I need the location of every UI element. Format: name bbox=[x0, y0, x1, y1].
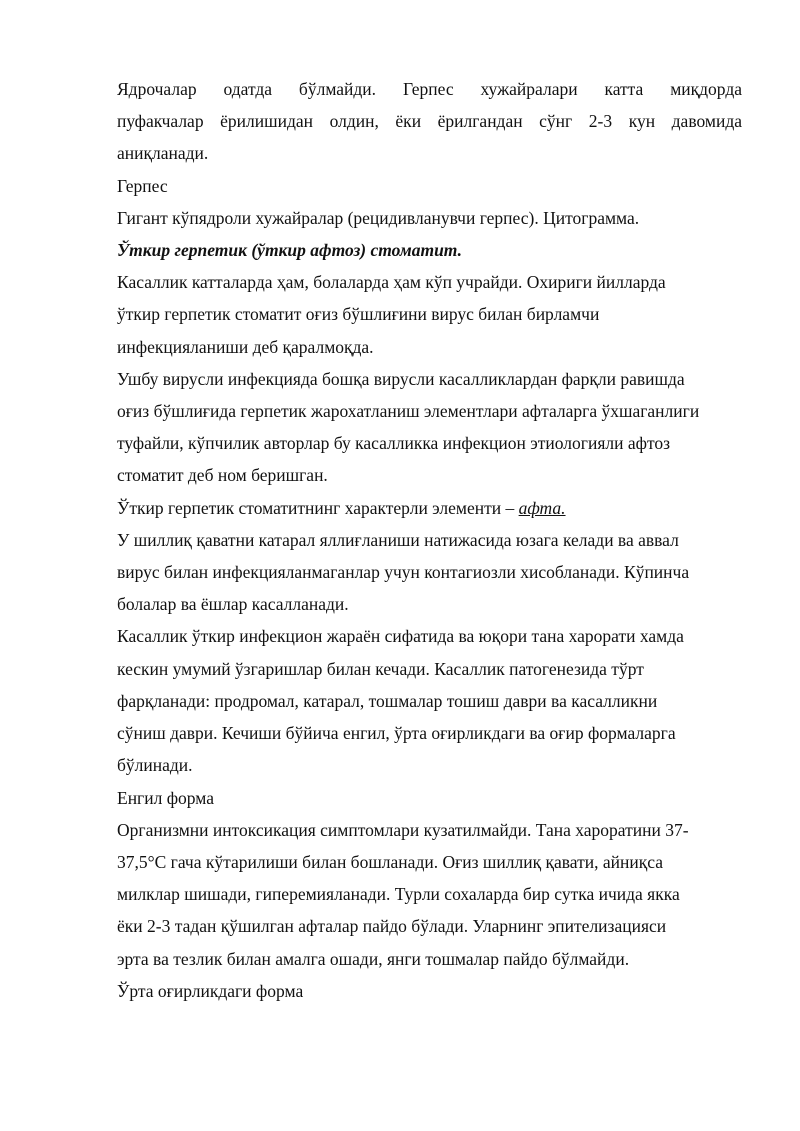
section-heading: Ўткир герпетик (ўткир афтоз) стоматит. bbox=[117, 240, 463, 260]
paragraph-line: милклар шишади, гиперемияланади. Турли сохаларда бир сутка ичида якка bbox=[117, 884, 680, 904]
paragraph-line: Касаллик катталарда ҳам, болаларда ҳам кўп учрайди. Охириги йилларда bbox=[117, 272, 666, 292]
paragraph-line: Енгил форма bbox=[117, 788, 215, 808]
paragraph-line: Ўрта оғирликдаги форма bbox=[117, 981, 304, 1001]
paragraph-line: Ушбу вирусли инфекцияда бошқа вирусли касалликлардан фарқли равишда bbox=[117, 369, 685, 389]
paragraph-line: Организмни интоксикация симптомлари кузатилмайди. Тана хароратини 37- bbox=[117, 820, 689, 840]
paragraph-line: Касаллик ўткир инфекцион жараён сифатида ва юқори тана харорати хамда bbox=[117, 626, 684, 646]
paragraph-line: инфекцияланиши деб қаралмоқда. bbox=[117, 337, 374, 357]
paragraph-line: фарқланади: продромал, катарал, тошмалар тошиш даври ва касалликни bbox=[117, 691, 658, 711]
paragraph-line: вирус билан инфекцияланмаганлар учун контагиозли хисобланади. Кўпинча bbox=[117, 562, 690, 582]
paragraph-line: 37,5°С гача кўтарилиши билан бошланади. Оғиз шиллиқ қавати, айниқса bbox=[117, 852, 663, 872]
paragraph-line: Герпес bbox=[117, 176, 168, 196]
paragraph-line: Гигант кўпядроли хужайралар (рецидивланувчи герпес). Цитограмма. bbox=[117, 208, 640, 228]
paragraph-line: бўлинади. bbox=[117, 755, 193, 775]
paragraph-line: ёки 2-3 тадан қўшилган афталар пайдо бўлади. Уларнинг эпителизацияси bbox=[117, 916, 667, 936]
paragraph-line: кескин умумий ўзгаришлар билан кечади. Касаллик патогенезида тўрт bbox=[117, 659, 644, 679]
paragraph-line: туфайли, кўпчилик авторлар бу касалликка инфекцион этиологияли афтоз bbox=[117, 433, 671, 453]
paragraph-line: стоматит деб ном беришган. bbox=[117, 465, 328, 485]
paragraph-line: эрта ва тезлик билан амалга ошади, янги тошмалар пайдо бўлмайди. bbox=[117, 949, 630, 969]
paragraph-line: У шиллиқ қаватни катарал яллиғланиши натижасида юзага келади ва аввал bbox=[117, 530, 679, 550]
paragraph-line: ўткир герпетик стоматит оғиз бўшлиғини вирус билан бирламчи bbox=[117, 304, 600, 324]
paragraph-line: оғиз бўшлиғида герпетик жарохатланиш элементлари афталарга ўхшаганлиги bbox=[117, 401, 700, 421]
paragraph-line: Ядрочалар одатда бўлмайди. Герпес хужайралари катта миқдорда bbox=[117, 79, 742, 99]
paragraph-text: Ўткир герпетик стоматитнинг характерли элементи – bbox=[117, 498, 519, 518]
paragraph-line: аниқланади. bbox=[117, 143, 209, 163]
paragraph-line bbox=[117, 497, 742, 519]
afta-link[interactable]: афта. bbox=[518, 498, 566, 518]
paragraph-line: болалар ва ёшлар касалланади. bbox=[117, 594, 349, 614]
paragraph-line: пуфакчалар ёрилишидан олдин, ёки ёрилгандан сўнг 2-3 кун давомида bbox=[117, 111, 742, 131]
paragraph-line: сўниш даври. Кечиши бўйича енгил, ўрта оғирликдаги ва оғир формаларга bbox=[117, 723, 676, 743]
